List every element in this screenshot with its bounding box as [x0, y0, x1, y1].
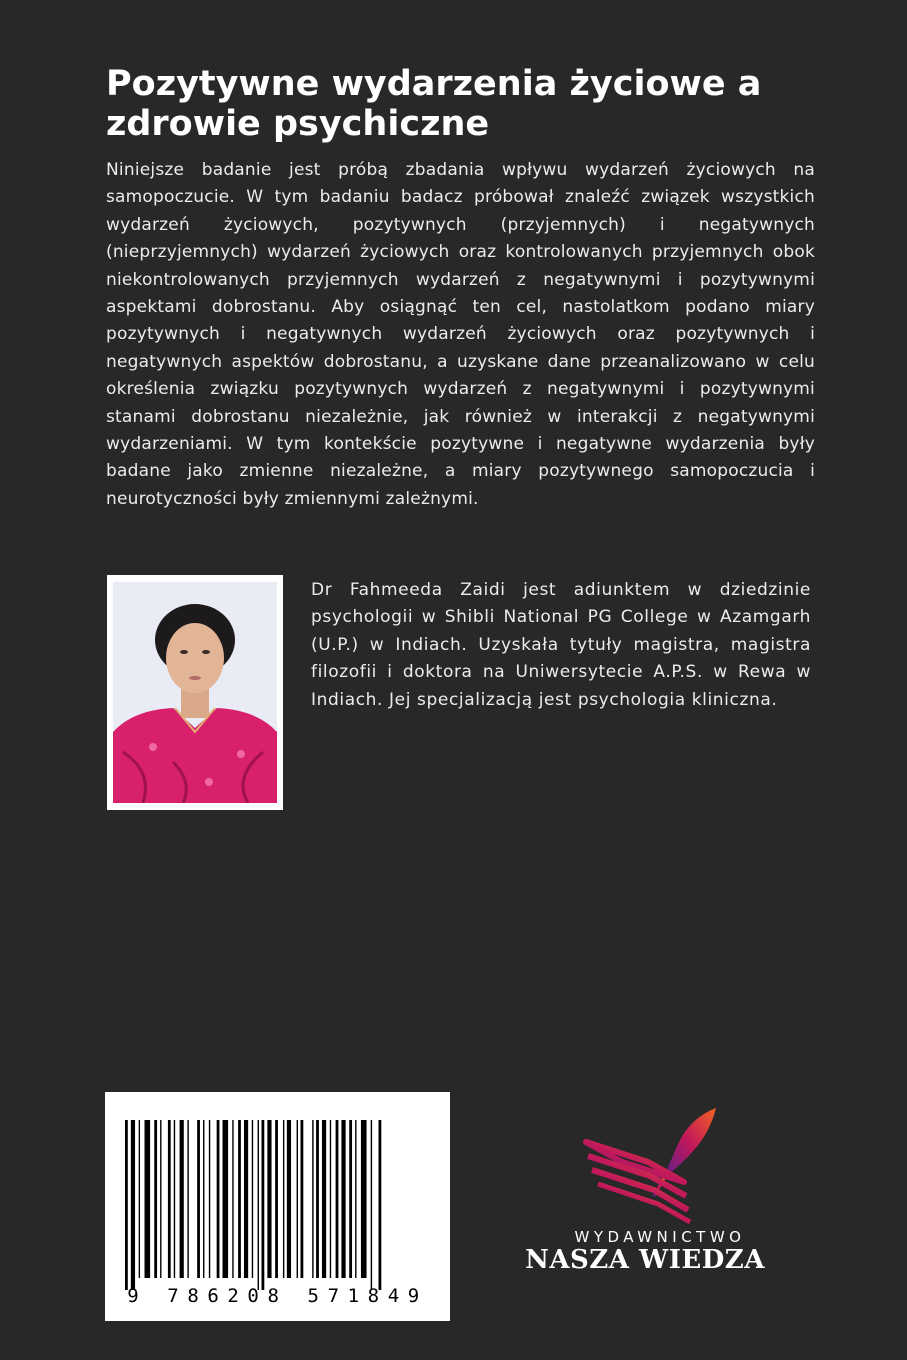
- book-title: Pozytywne wydarzenia życiowe a zdrowie psychiczne: [106, 64, 762, 144]
- publisher-logo-icon: [578, 1100, 728, 1225]
- isbn-number: 9 786208 571849: [127, 1285, 428, 1307]
- barcode-bar: [330, 1120, 331, 1278]
- author-photo: [107, 575, 283, 810]
- barcode-bar: [371, 1120, 372, 1290]
- barcode-bar: [379, 1120, 382, 1290]
- barcode-bar: [287, 1120, 291, 1278]
- author-portrait-image: [113, 582, 277, 803]
- barcode-bar: [361, 1120, 367, 1278]
- barcode-bar: [349, 1120, 352, 1278]
- barcode-bar: [174, 1120, 175, 1278]
- barcode-bar: [187, 1120, 188, 1278]
- barcode-bar: [217, 1120, 220, 1278]
- barcode-bar: [275, 1120, 278, 1278]
- barcode-bar: [355, 1120, 356, 1278]
- publisher-label: WYDAWNICTWO: [574, 1228, 746, 1246]
- barcode-bar: [258, 1120, 259, 1290]
- barcode-bar: [297, 1120, 298, 1278]
- barcode-bar: [316, 1120, 319, 1278]
- barcode-bar: [223, 1120, 229, 1278]
- publisher-name: NASZA WIEDZA: [525, 1245, 765, 1275]
- isbn-barcode: [105, 1092, 450, 1321]
- barcode-bar: [203, 1120, 204, 1278]
- barcode-bar: [209, 1120, 210, 1278]
- barcode-bar: [283, 1120, 284, 1278]
- barcode-bar: [160, 1120, 161, 1278]
- barcode-bar: [145, 1120, 151, 1278]
- barcode-bar: [232, 1120, 233, 1278]
- barcode-bar: [238, 1120, 241, 1278]
- barcode-bar: [180, 1120, 184, 1278]
- barcode-bar: [341, 1120, 345, 1278]
- barcode-bar: [131, 1120, 135, 1290]
- barcode-bar: [168, 1120, 171, 1278]
- barcode-bar: [267, 1120, 271, 1278]
- book-abstract: Niniejsze badanie jest próbą zbadania wpływu wydarzeń życiowych na samopoczucie. W tym badaniu badacz próbował znaleźć związek wszystkich wydarzeń życiowych, pozytywnych (przyjemnych) i negatywnych (nieprzyjemnych) wydarzeń życiowych oraz kontrolowanych przyjemnych obok niekontrolowanych przyjemnych wydarzeń z negatywnymi i pozytywnymi aspektami dobrostanu. Aby osiągnąć ten cel, nastolatkom podano miary pozytywnych i negatywnych wydarzeń życiowych oraz pozytywnych i negatywnych aspektów dobrostanu, a uzyskane dane przeanalizowano w celu określenia związku pozytywnych wydarzeń z negatywnymi i pozytywnymi stanami dobrostanu niezależnie, jak również w interakcji z negatywnymi wydarzeniami. W tym kontekście pozytywne i negatywne wydarzenia były badane jako zmienne niezależne, a miary pozytywnego samopoczucia i neurotyczności były zmiennymi zależnymi.: [106, 160, 815, 509]
- barcode-bar: [262, 1120, 265, 1290]
- barcode-bar: [301, 1120, 304, 1278]
- barcode-bar: [139, 1120, 140, 1278]
- barcode-bar: [252, 1120, 253, 1278]
- barcode-bar: [336, 1120, 339, 1278]
- barcode-bar: [154, 1120, 157, 1278]
- barcode-bar: [197, 1120, 200, 1278]
- barcode-bar: [125, 1120, 128, 1290]
- author-bio: Dr Fahmeeda Zaidi jest adiunktem w dziedzinie psychologii w Shibli National PG College w Azamgarh (U.P.) w Indiach. Uzyskała tytuły magistra, magistra filozofii i doktora na Uniwersytecie A.P.S. w Rewa w Indiach. Jej specjalizacją jest psychologia kliniczna.: [311, 580, 811, 710]
- barcode-bar: [244, 1120, 248, 1278]
- barcode-bar: [312, 1120, 313, 1278]
- barcode-bar: [322, 1120, 326, 1278]
